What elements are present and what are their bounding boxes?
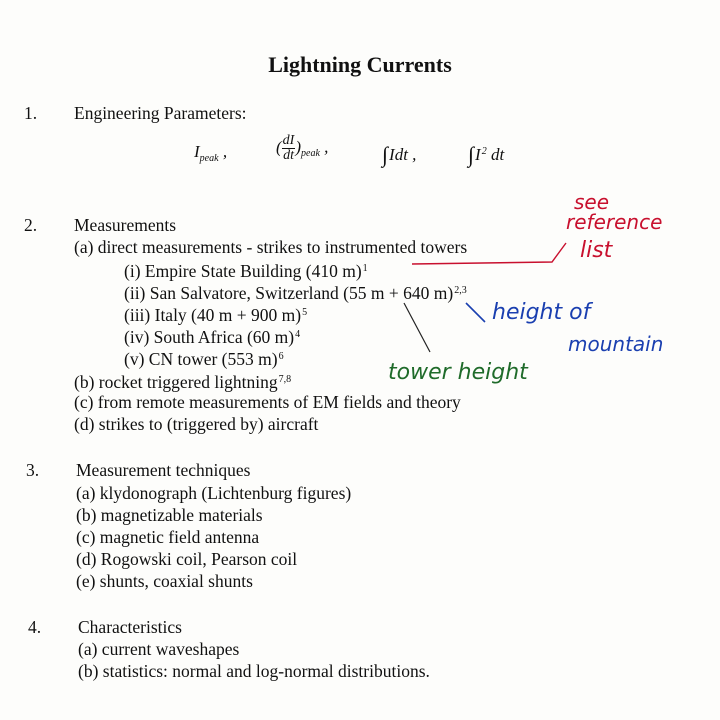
blue-pointer-stroke <box>466 303 485 322</box>
tower-pointer-stroke <box>404 303 430 352</box>
handwritten-reference: reference <box>566 210 663 234</box>
handwritten-list: list <box>580 238 613 263</box>
list-item: (v) CN tower (553 m)$^6$ <box>124 349 284 369</box>
list-item: (i) Empire State Building (410 m)$^1$ <box>124 261 368 281</box>
list-item: (b) rocket triggered lightning$^{7,8}$ <box>74 372 292 392</box>
handwritten-see: see <box>574 190 610 214</box>
list-item: (a) direct measurements - strikes to instrumented towers <box>74 237 468 257</box>
formula-peak-current: $I_{peak}$ , <box>194 142 228 164</box>
list-item: (iii) Italy (40 m + 900 m)$^5$ <box>124 305 308 325</box>
handwritten-height-of: height of <box>492 300 591 325</box>
list-item: (c) magnetic field antenna <box>76 527 260 547</box>
list-item: (ii) San Salvatore, Switzerland (55 m + 640 m)$^{2,3}$ <box>124 283 467 303</box>
list-item: (a) current waveshapes <box>78 639 240 659</box>
section-1-heading: Engineering Parameters: <box>74 103 247 123</box>
handwritten-mountain: mountain <box>568 332 664 356</box>
page-title: Lightning Currents <box>268 52 452 77</box>
list-item: (b) statistics: normal and log-normal distributions. <box>78 661 430 681</box>
section-3-number: 3. <box>26 460 40 480</box>
list-item: (d) Rogowski coil, Pearson coil <box>76 549 298 569</box>
formula-action-integral: $\int I^2$ dt <box>468 142 505 167</box>
list-item: (b) magnetizable materials <box>76 505 263 525</box>
formula-peak-derivative: ( $\frac{dI}{dt}$ )$_{peak}$ , <box>276 133 329 163</box>
section-3-heading: Measurement techniques <box>76 460 251 480</box>
list-item: (iv) South Africa (60 m)$^4$ <box>124 327 301 347</box>
section-4-heading: Characteristics <box>78 617 182 637</box>
section-1-number: 1. <box>24 103 38 123</box>
list-item: (d) strikes to (triggered by) aircraft <box>74 414 319 434</box>
list-item: (c) from remote measurements of EM fields and theory <box>74 392 461 412</box>
section-2-heading: Measurements <box>74 215 177 235</box>
handwritten-tower-height: tower height <box>388 360 528 385</box>
list-item: (e) shunts, coaxial shunts <box>76 571 253 591</box>
formula-charge-integral: ∫Idt , <box>382 142 417 167</box>
list-item: (a) klydonograph (Lichtenburg figures) <box>76 483 352 503</box>
section-2-number: 2. <box>24 215 38 235</box>
section-4-number: 4. <box>28 617 42 637</box>
